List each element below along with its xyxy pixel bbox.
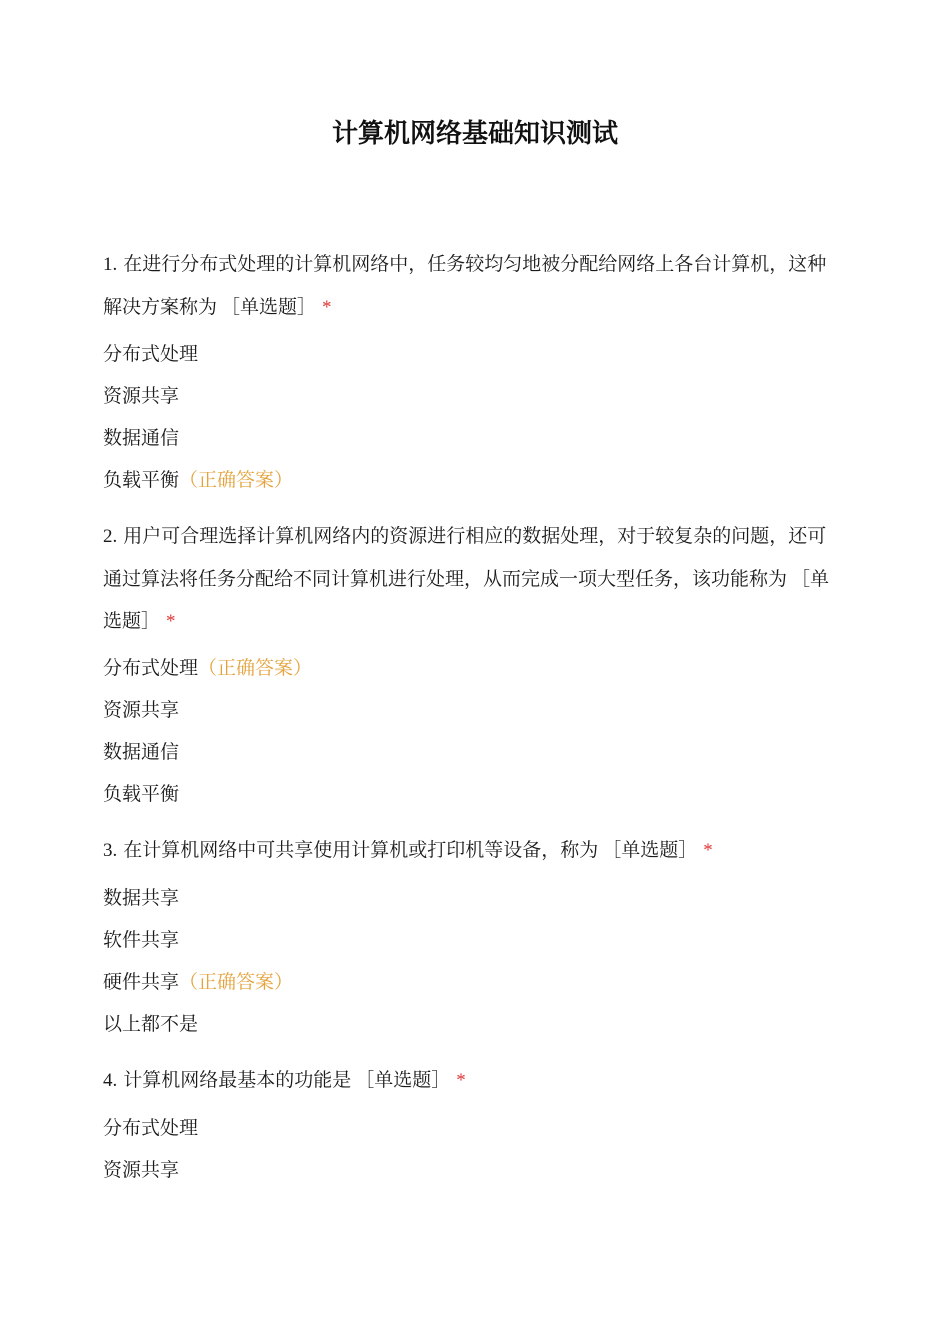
- question-type: ［单选题］: [221, 296, 317, 318]
- question-type: ［单选题］: [103, 568, 830, 632]
- question-number: 4.: [103, 1070, 118, 1091]
- required-marker: *: [703, 840, 713, 861]
- option-q3-3[interactable]: [103, 967, 293, 997]
- option-label: 数据通信: [103, 427, 180, 449]
- option-label: 资源共享: [103, 1159, 180, 1181]
- option-q4-2[interactable]: [103, 1155, 179, 1185]
- option-label: 资源共享: [103, 699, 180, 721]
- correct-answer-tag: （正确答案）: [179, 469, 294, 491]
- question-text: 计算机网络最基本的功能是: [123, 1069, 352, 1091]
- option-label: 负载平衡: [103, 783, 180, 805]
- option-q3-4[interactable]: [103, 1009, 198, 1039]
- question-1: [103, 243, 843, 329]
- question-text: 在进行分布式处理的计算机网络中，任务较均匀地被分配给网络上各台计算机，这种解决方案称为: [103, 253, 827, 318]
- option-label: 软件共享: [103, 929, 180, 951]
- option-q1-2[interactable]: [103, 381, 179, 411]
- option-label: 数据共享: [103, 887, 180, 909]
- option-q4-1[interactable]: [103, 1113, 198, 1143]
- option-q2-3[interactable]: [103, 737, 179, 767]
- option-q2-2[interactable]: [103, 695, 179, 725]
- option-q2-1[interactable]: [103, 653, 312, 683]
- question-2: [103, 515, 843, 643]
- option-label: 分布式处理: [103, 1117, 199, 1139]
- option-q3-2[interactable]: [103, 925, 179, 955]
- option-label: 分布式处理: [103, 343, 199, 365]
- required-marker: *: [322, 297, 332, 318]
- option-label: 数据通信: [103, 741, 180, 763]
- option-label: 以上都不是: [103, 1013, 199, 1035]
- option-label: 硬件共享: [103, 971, 180, 993]
- required-marker: *: [166, 611, 176, 632]
- page-title: 计算机网络基础知识测试: [331, 119, 618, 149]
- option-q3-1[interactable]: [103, 883, 179, 913]
- option-q1-1[interactable]: [103, 339, 198, 369]
- correct-answer-tag: （正确答案）: [179, 971, 294, 993]
- question-4: [103, 1059, 843, 1102]
- option-label: 分布式处理: [103, 657, 199, 679]
- required-marker: *: [456, 1070, 466, 1091]
- option-label: 负载平衡: [103, 469, 180, 491]
- question-type: ［单选题］: [602, 839, 698, 861]
- question-text: 在计算机网络中可共享使用计算机或打印机等设备，称为: [123, 839, 599, 861]
- question-type: ［单选题］: [355, 1069, 451, 1091]
- question-number: 3.: [103, 840, 118, 861]
- option-q1-3[interactable]: [103, 423, 179, 453]
- option-q2-4[interactable]: [103, 779, 179, 809]
- correct-answer-tag: （正确答案）: [198, 657, 313, 679]
- option-label: 资源共享: [103, 385, 180, 407]
- question-3: [103, 829, 843, 872]
- question-number: 1.: [103, 254, 118, 275]
- option-q1-4[interactable]: [103, 465, 293, 495]
- question-text: 用户可合理选择计算机网络内的资源进行相应的数据处理，对于较复杂的问题，还可通过算法将任务分配给不同计算机进行处理，从而完成一项大型任务，该功能称为: [103, 525, 827, 590]
- question-number: 2.: [103, 526, 118, 547]
